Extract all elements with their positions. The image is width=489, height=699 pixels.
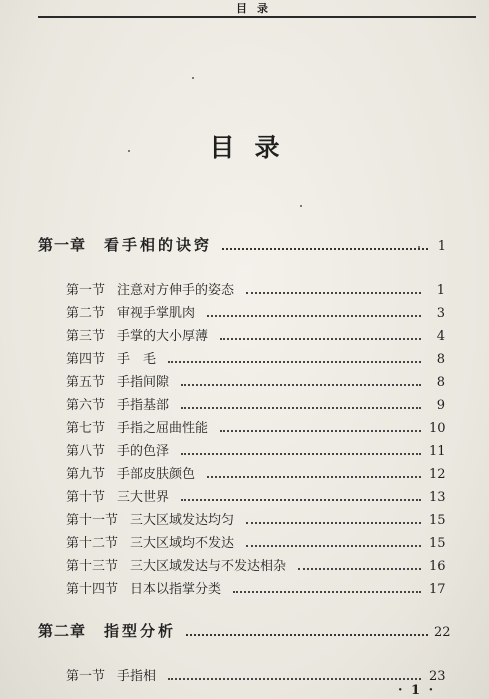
section-page: 17 <box>429 582 446 597</box>
toc-section <box>66 509 445 529</box>
section-title: 三大区域发达均匀 <box>130 513 235 528</box>
section-number: 第七节 <box>66 421 106 436</box>
section-title: 手指间隙 <box>117 375 170 390</box>
scan-speck <box>128 150 130 152</box>
dot-leader <box>207 315 421 317</box>
section-number: 第一节 <box>66 669 106 684</box>
section-title: 审视手掌肌肉 <box>117 306 196 321</box>
toc-section <box>66 371 445 391</box>
section-title: 手部皮肤颜色 <box>117 467 196 482</box>
section-title: 手掌的大小厚薄 <box>117 329 209 344</box>
section-number: 第六节 <box>66 398 106 413</box>
section-title: 三大区域发达与不发达相杂 <box>130 559 287 574</box>
dot-leader <box>168 361 421 363</box>
dot-leader <box>298 568 421 570</box>
toc-section <box>66 463 445 483</box>
running-header-title: 目录 <box>236 2 278 15</box>
toc-section <box>66 665 445 685</box>
section-title: 手 毛 <box>117 352 157 367</box>
section-number: 第十节 <box>66 490 106 505</box>
section-title: 手的色泽 <box>117 444 170 459</box>
section-page: 11 <box>429 444 446 459</box>
scan-speck <box>300 205 302 207</box>
toc-chapter-2 <box>38 620 451 642</box>
section-page: 15 <box>429 513 446 528</box>
section-title: 手指相 <box>117 669 157 684</box>
chapter-title: 看手相的诀窍 <box>104 236 213 254</box>
section-page: 13 <box>429 490 446 505</box>
dot-leader <box>220 430 421 432</box>
chapter-number: 第二章 <box>38 622 87 640</box>
footer-page-number: · 1 · <box>398 683 436 698</box>
section-page: 9 <box>436 398 445 413</box>
section-number: 第三节 <box>66 329 106 344</box>
dot-leader <box>233 591 421 593</box>
dot-leader <box>222 248 428 250</box>
dot-leader <box>168 678 421 680</box>
section-title: 日本以指掌分类 <box>130 582 222 597</box>
section-number: 第二节 <box>66 306 106 321</box>
scan-speck <box>192 77 194 79</box>
chapter-number: 第一章 <box>38 236 87 254</box>
section-page: 1 <box>436 283 445 298</box>
dot-leader <box>220 338 421 340</box>
scan-speck <box>418 246 420 248</box>
section-number: 第一节 <box>66 283 106 298</box>
section-page: 8 <box>436 352 445 367</box>
section-number: 第四节 <box>66 352 106 367</box>
section-number: 第九节 <box>66 467 106 482</box>
toc-section <box>66 394 445 414</box>
toc-section <box>66 348 445 368</box>
toc-section <box>66 555 445 575</box>
section-page: 10 <box>429 421 446 436</box>
section-title: 注意对方伸手的姿态 <box>117 283 235 298</box>
section-page: 3 <box>436 306 445 321</box>
chapter-page: 1 <box>437 239 446 254</box>
toc-section <box>66 325 445 345</box>
section-number: 第十四节 <box>66 582 119 597</box>
chapter-title: 指型分析 <box>104 622 177 640</box>
section-page: 16 <box>429 559 446 574</box>
toc-section <box>66 279 445 299</box>
toc-section <box>66 302 445 322</box>
dot-leader <box>181 384 421 386</box>
toc-section <box>66 440 445 460</box>
dot-leader <box>181 407 421 409</box>
dot-leader <box>186 634 428 636</box>
toc-section <box>66 532 445 552</box>
toc-section <box>66 486 445 506</box>
toc-section <box>66 578 445 598</box>
toc-section <box>66 417 445 437</box>
dot-leader <box>246 545 421 547</box>
toc-chapter-1 <box>38 234 446 256</box>
running-header <box>38 0 476 18</box>
section-number: 第八节 <box>66 444 106 459</box>
section-page: 23 <box>429 669 446 684</box>
dot-leader <box>246 522 421 524</box>
section-page: 4 <box>436 329 445 344</box>
page-title: 目录 <box>209 133 300 162</box>
section-number: 第十三节 <box>66 559 119 574</box>
section-number: 第五节 <box>66 375 106 390</box>
chapter-page: 22 <box>434 625 451 640</box>
section-title: 手指基部 <box>117 398 170 413</box>
section-page: 8 <box>436 375 445 390</box>
dot-leader <box>181 453 421 455</box>
section-number: 第十二节 <box>66 536 119 551</box>
dot-leader <box>181 499 421 501</box>
section-number: 第十一节 <box>66 513 119 528</box>
section-page: 12 <box>429 467 446 482</box>
dot-leader <box>207 476 421 478</box>
dot-leader <box>246 292 421 294</box>
section-page: 15 <box>429 536 446 551</box>
section-title: 三大世界 <box>117 490 170 505</box>
section-title: 手指之屈曲性能 <box>117 421 209 436</box>
section-title: 三大区域均不发达 <box>130 536 235 551</box>
